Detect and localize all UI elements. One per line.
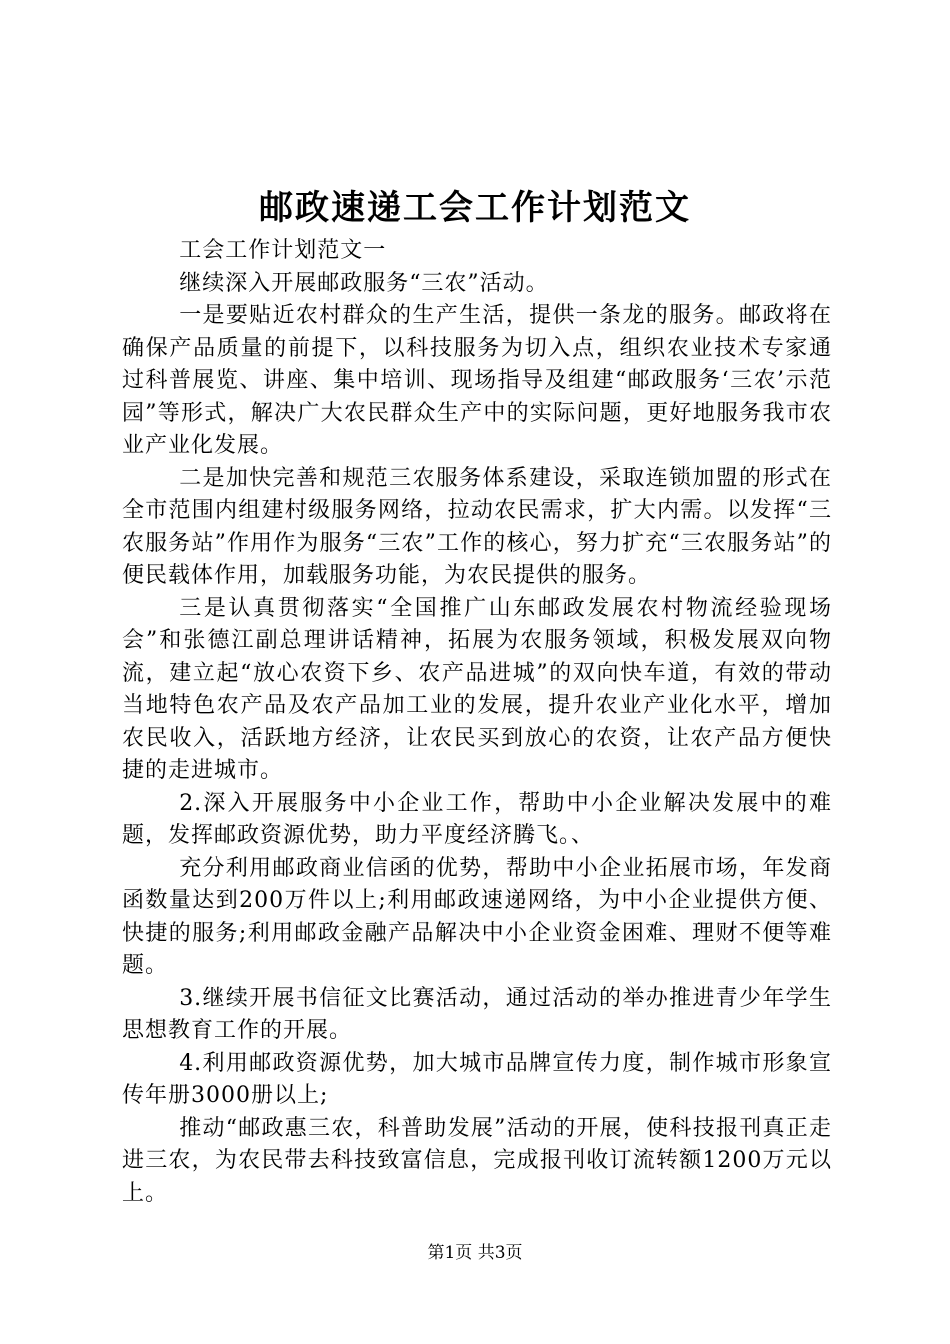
section-heading: 工会工作计划范文一 — [179, 238, 387, 263]
paragraph: 一是要贴近农村群众的生产生活，提供一条龙的服务。邮政将在确保产品质量的前提下，以科技服务为切入点，组织农业技术专家通过科普展览、讲座、集中培训、现场指导及组建“邮政服务‘三农’示范园”等形式，解决广大农民群众生产中的实际问题，更好地服务我市农业产业化发展。 — [122, 303, 832, 458]
paragraph: 4.利用邮政资源优势，加大城市品牌宣传力度，制作城市形象宣传年册3000册以上; — [122, 1050, 832, 1108]
paragraph: 3.继续开展书信征文比赛活动，通过活动的举办推进青少年学生思想教育工作的开展。 — [122, 985, 832, 1043]
page-number-footer: 第1页 共3页 — [427, 1243, 523, 1263]
paragraph: 充分利用邮政商业信函的优势，帮助中小企业拓展市场，年发商函数量达到200万件以上;利用邮政速递网络，为中小企业提供方便、快捷的服务;利用邮政金融产品解决中小企业资金困难、理财不便等难题。 — [122, 855, 832, 978]
document-title: 邮政速递工会工作计划范文 — [259, 188, 691, 228]
paragraph: 推动“邮政惠三农，科普助发展”活动的开展，使科技报刊真正走进三农，为农民带去科技致富信息，完成报刊收订流转额1200万元以上。 — [122, 1115, 832, 1206]
document-body — [122, 235, 832, 1210]
paragraph: 2.深入开展服务中小企业工作，帮助中小企业解决发展中的难题，发挥邮政资源优势，助力平度经济腾飞。、 — [122, 790, 832, 848]
paragraph: 二是加快完善和规范三农服务体系建设，采取连锁加盟的形式在全市范围内组建村级服务网络，拉动农民需求，扩大内需。以发挥“三农服务站”作用作为服务“三农”工作的核心，努力扩充“三农服务站”的便民载体作用，加载服务功能，为农民提供的服务。 — [122, 465, 832, 588]
paragraph: 三是认真贯彻落实“全国推广山东邮政发展农村物流经验现场会”和张德江副总理讲话精神，拓展为农服务领域，积极发展双向物流，建立起“放心农资下乡、农产品进城”的双向快车道，有效的带动当地特色农产品及农产品加工业的发展，提升农业产业化水平，增加农民收入，活跃地方经济，让农民买到放心的农资，让农产品方便快捷的走进城市。 — [122, 595, 832, 783]
paragraph: 继续深入开展邮政服务“三农”活动。 — [179, 270, 549, 296]
